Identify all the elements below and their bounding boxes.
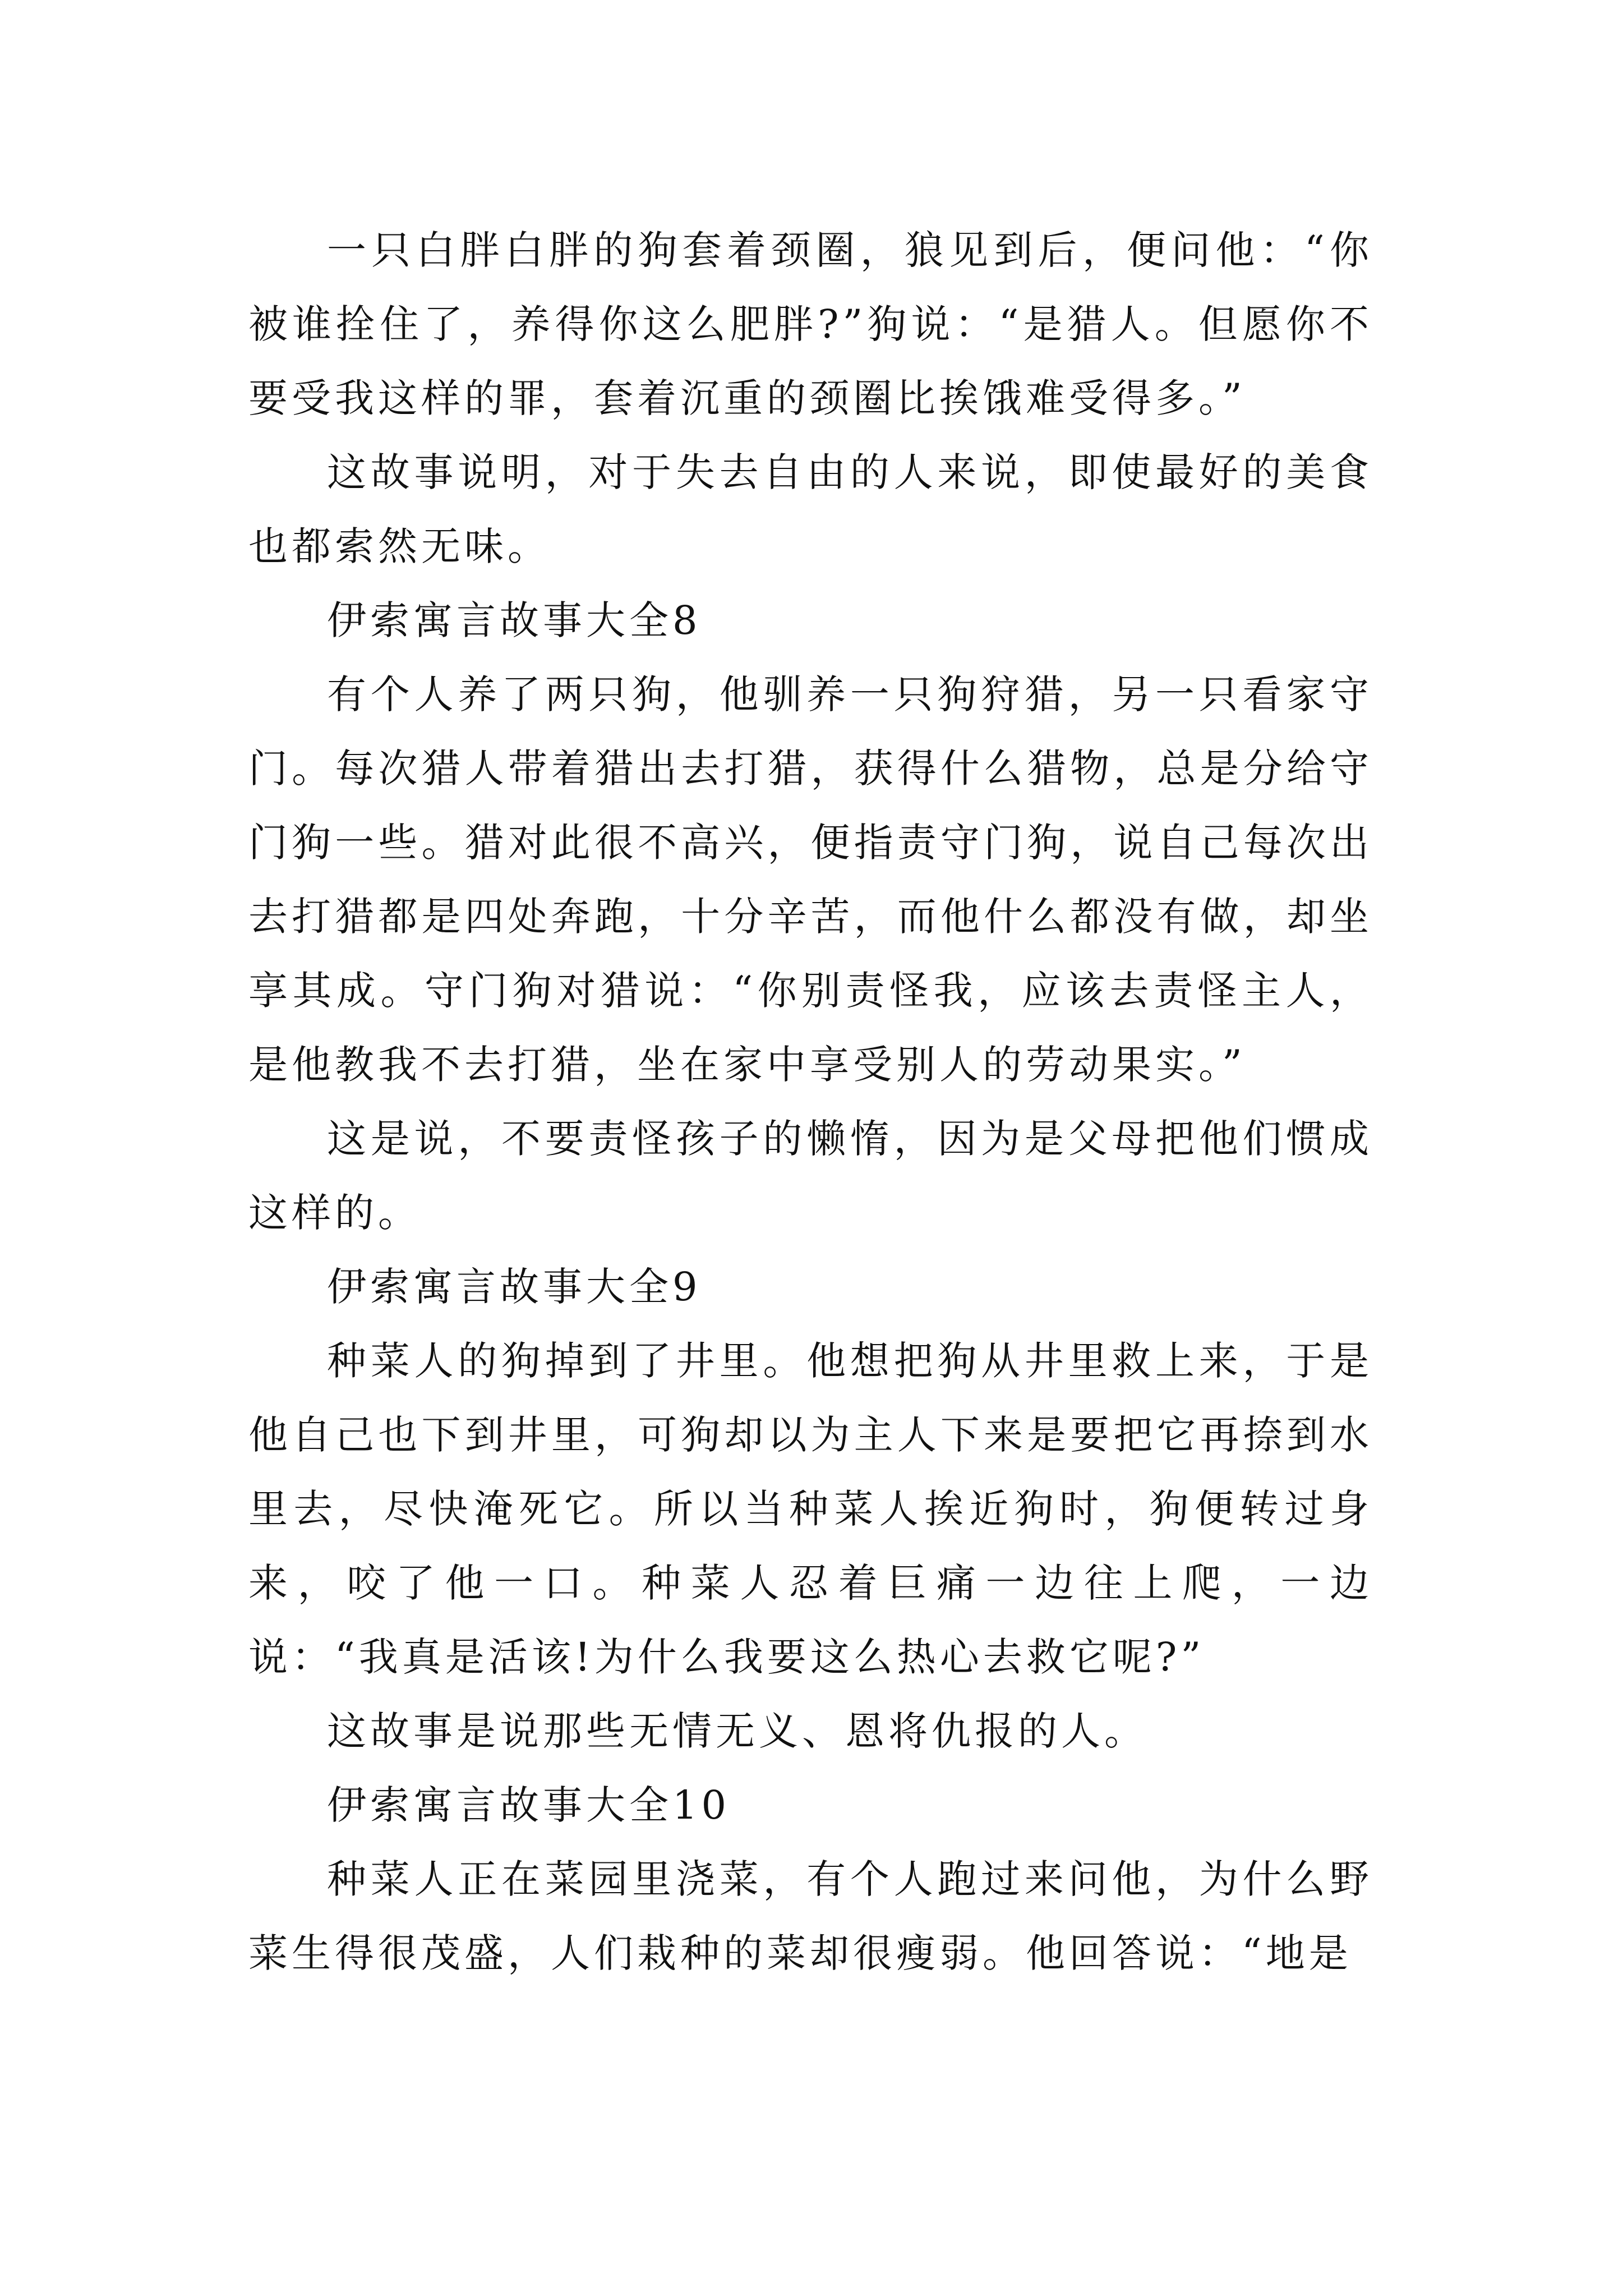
- paragraph-two-dogs: 有个人养了两只狗，他驯养一只狗狩猎，另一只看家守门。每次猎人带着猎出去打猎，获得什么猎物，总是分给守门狗一些。猎对此很不高兴，便指责守门狗，说自己每次出去打猎都是四处奔跑，十分辛苦，而他什么都没有做，却坐享其成。守门狗对猎说：“你别责怪我，应该去责怪主人，是他教我不去打猎，坐在家中享受别人的劳动果实。”: [248, 671, 1373, 1088]
- paragraph-dog-and-wolf: 一只白胖白胖的狗套着颈圈，狼见到后，便问他：“你被谁拴住了，养得你这么肥胖?”狗说：“是猎人。但愿你不要受我这样的罪，套着沉重的颈圈比挨饿难受得多。”: [248, 227, 1373, 421]
- section-heading-8: 伊索寓言故事大全8: [327, 597, 702, 643]
- paragraph-moral-ingratitude: 这故事是说那些无情无义、恩将仇报的人。: [327, 1708, 1147, 1754]
- paragraph-moral-lazy-children: 这是说，不要责怪孩子的懒惰，因为是父母把他们惯成这样的。: [248, 1116, 1373, 1236]
- document-body: [248, 213, 1373, 1990]
- paragraph-gardener-and-weeds: 种菜人正在菜园里浇菜，有个人跑过来问他，为什么野菜生得很茂盛，人们栽种的菜却很瘦弱。他回答说：“地是: [248, 1856, 1373, 1976]
- paragraph-moral-freedom: 这故事说明，对于失去自由的人来说，即使最好的美食也都索然无味。: [248, 449, 1373, 569]
- section-heading-9: 伊索寓言故事大全9: [327, 1264, 702, 1310]
- paragraph-gardener-and-dog: 种菜人的狗掉到了井里。他想把狗从井里救上来，于是他自己也下到井里，可狗却以为主人下来是要把它再捺到水里去，尽快淹死它。所以当种菜人挨近狗时，狗便转过身来，咬了他一口。种菜人忍着巨痛一边往上爬，一边说：“我真是活该!为什么我要这么热心去救它呢?”: [248, 1338, 1373, 1680]
- section-heading-10: 伊索寓言故事大全10: [327, 1782, 731, 1828]
